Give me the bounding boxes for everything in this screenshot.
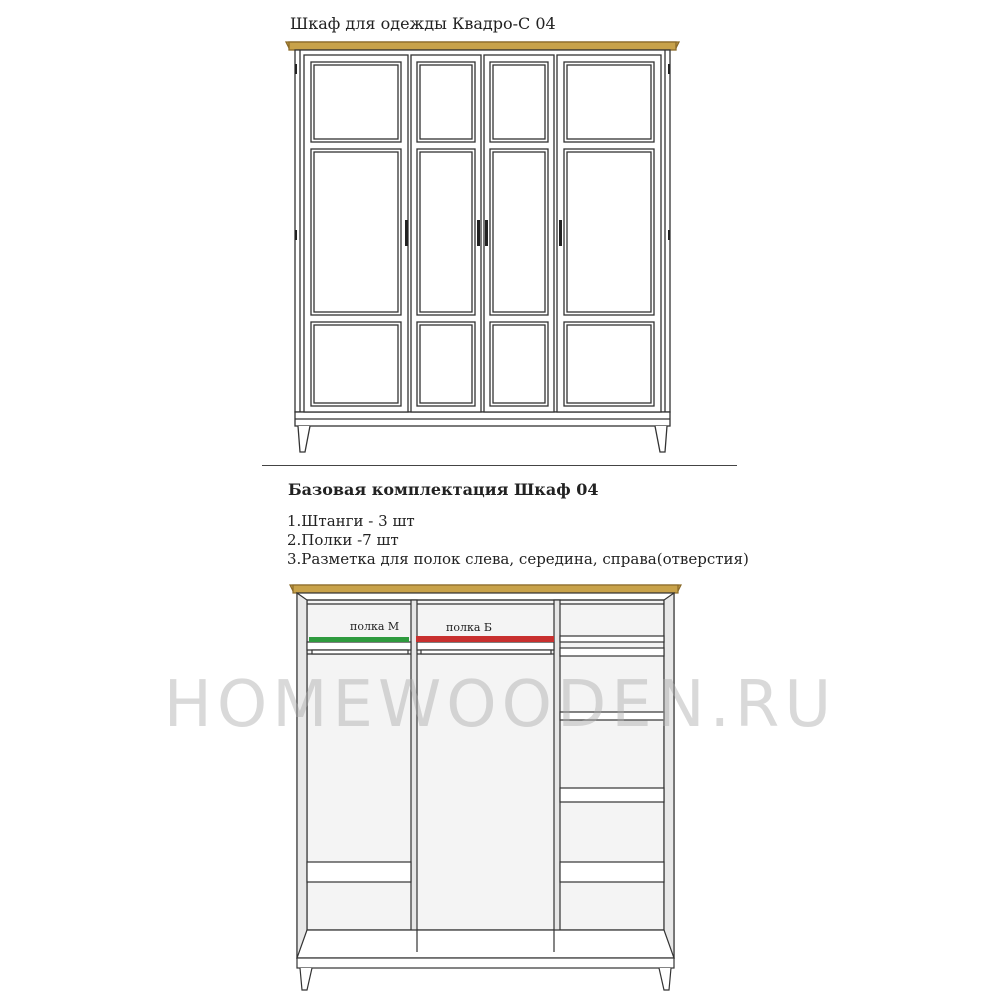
- rail-middle: [421, 650, 551, 654]
- shelf-top-left: [307, 642, 411, 650]
- wardrobe-title: Шкаф для одежды Квадро-С 04: [290, 14, 556, 33]
- rail-left: [312, 650, 408, 654]
- equipment-item-shelves: 2.Полки -7 шт: [287, 531, 399, 549]
- shelf-b-marker: [416, 636, 554, 642]
- partition-right: [554, 600, 560, 952]
- interior-floor: [297, 930, 674, 958]
- interior-leg-left: [300, 968, 312, 990]
- front-leg-left: [298, 426, 310, 452]
- front-door-1: [304, 55, 408, 412]
- shelf-m-marker: [309, 637, 409, 642]
- equipment-item-rails: 1.Штанги - 3 шт: [287, 512, 415, 530]
- equipment-item-markings: 3.Разметка для полок слева, середина, справа(отверстия): [287, 550, 749, 568]
- equipment-heading: Базовая комплектация Шкаф 04: [288, 480, 599, 499]
- handle-icon: [477, 220, 480, 246]
- section-divider: [262, 465, 737, 466]
- wardrobe-front-view: [286, 42, 679, 452]
- equipment-list: [287, 512, 749, 569]
- front-door-3: [484, 55, 554, 412]
- front-door-2: [411, 55, 481, 412]
- front-leg-right: [655, 426, 667, 452]
- shelf-top-middle: [417, 642, 554, 650]
- shelf-b-label: полка Б: [446, 621, 492, 634]
- shelf-lower-left: [307, 862, 411, 882]
- interior-crown: [293, 585, 678, 593]
- interior-leg-right: [659, 968, 671, 990]
- handle-icon: [559, 220, 562, 246]
- shelf-m-label: полка М: [350, 620, 400, 633]
- front-crown: [289, 42, 676, 50]
- handle-icon: [405, 220, 408, 246]
- handle-icon: [485, 220, 488, 246]
- wardrobe-interior-view: [290, 585, 681, 990]
- front-door-4: [557, 55, 661, 412]
- interior-plinth: [297, 958, 674, 968]
- watermark: HOMEWOODEN.RU: [163, 668, 837, 742]
- partition-left: [411, 600, 417, 952]
